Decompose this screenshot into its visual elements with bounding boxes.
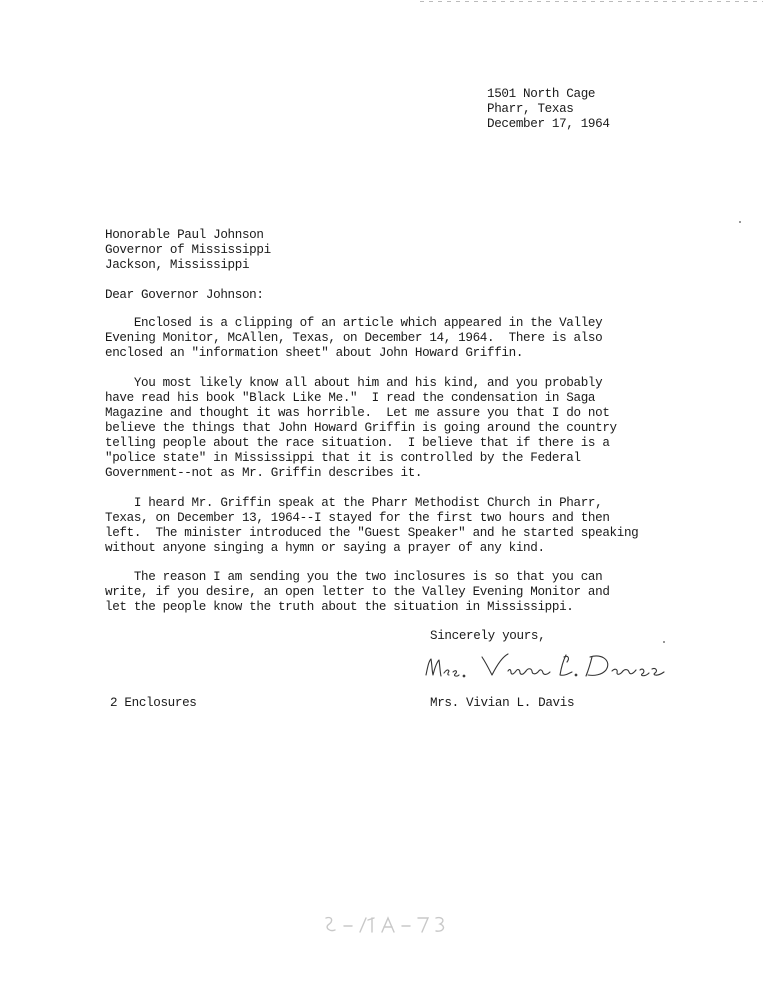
paper-speck: [663, 641, 665, 643]
paragraph-line: Evening Monitor, McAllen, Texas, on December 14, 1964. There is also: [105, 331, 603, 345]
paper-speck: [739, 221, 741, 223]
paragraph-line: have read his book "Black Like Me." I read the condensation in Saga: [105, 391, 596, 405]
paragraph-line: Government--not as Mr. Griffin describes it.: [105, 466, 423, 480]
paragraph-4: [105, 570, 610, 615]
paragraph-line: "police state" in Mississippi that it is controlled by the Federal: [105, 451, 581, 465]
closing: Sincerely yours,: [430, 629, 546, 643]
sender-city: Pharr, Texas: [487, 102, 574, 116]
handwritten-signature: [420, 645, 680, 685]
paragraph-2: [105, 376, 617, 481]
paragraph-line: believe the things that John Howard Griffin is going around the country: [105, 421, 617, 435]
paragraph-line: The reason I am sending you the two inclosures is so that you can: [105, 570, 603, 584]
paragraph-line: I heard Mr. Griffin speak at the Pharr Methodist Church in Pharr,: [105, 496, 603, 510]
paragraph-line: You most likely know all about him and his kind, and you probably: [105, 376, 603, 390]
paragraph-line: Magazine and thought it was horrible. Let me assure you that I do not: [105, 406, 610, 420]
archive-stamp: [322, 912, 462, 938]
paragraph-line: Enclosed is a clipping of an article which appeared in the Valley: [105, 316, 603, 330]
recipient-address: [105, 228, 271, 273]
paragraph-line: let the people know the truth about the situation in Mississippi.: [105, 600, 574, 614]
paragraph-line: without anyone singing a hymn or saying a prayer of any kind.: [105, 541, 545, 555]
recipient-name: Honorable Paul Johnson: [105, 228, 264, 242]
salutation: Dear Governor Johnson:: [105, 288, 264, 302]
paragraph-line: write, if you desire, an open letter to the Valley Evening Monitor and: [105, 585, 610, 599]
sender-address: [487, 87, 610, 132]
sender-street: 1501 North Cage: [487, 87, 596, 101]
paragraph-line: enclosed an "information sheet" about John Howard Griffin.: [105, 346, 524, 360]
paragraph-line: telling people about the race situation. I believe that if there is a: [105, 436, 610, 450]
letter-date: December 17, 1964: [487, 117, 610, 131]
recipient-city: Jackson, Mississippi: [105, 258, 250, 272]
paragraph-3: [105, 496, 638, 556]
typed-signature-name: Mrs. Vivian L. Davis: [430, 696, 575, 710]
paragraph-line: Texas, on December 13, 1964--I stayed for the first two hours and then: [105, 511, 610, 525]
recipient-title: Governor of Mississippi: [105, 243, 271, 257]
paragraph-1: [105, 316, 602, 361]
top-edge-dashes: [420, 0, 763, 3]
paragraph-line: left. The minister introduced the "Guest Speaker" and he started speaking: [105, 526, 639, 540]
enclosures-note: 2 Enclosures: [110, 696, 197, 710]
